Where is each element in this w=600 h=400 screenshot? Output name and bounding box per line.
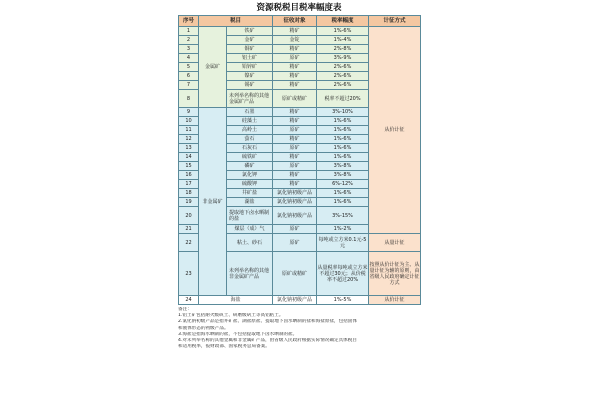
header-row [179,16,421,27]
header-no: 序号 [179,16,199,27]
row-number: 16 [179,171,199,180]
levy-object: 原矿 [273,162,317,171]
tax-item: 锡矿 [227,81,273,90]
levy-object: 精矿 [273,117,317,126]
tax-rate: 2%-6% [317,72,369,81]
levy-object: 原矿或精矿 [273,252,317,296]
tax-item: 未列举名称的其他金属矿产品 [227,90,273,108]
tax-rate: 1%-6% [317,144,369,153]
tax-item: 硫酸钾 [227,180,273,189]
tax-rate: 1%-2% [317,225,369,234]
levy-object: 精矿 [273,171,317,180]
row-number: 9 [179,108,199,117]
row-number: 21 [179,225,199,234]
levy-object: 精矿 [273,45,317,54]
tax-item: 海盐 [199,296,273,305]
tax-rate: 每吨或立方米0.1元-5元 [317,234,369,252]
levy-object: 氯化钠初级产品 [273,296,317,305]
levy-object: 精矿 [273,27,317,36]
tax-item: 铁矿 [227,27,273,36]
tax-item: 硫铁矿 [227,153,273,162]
row-number: 4 [179,54,199,63]
levy-object: 原矿 [273,234,317,252]
tax-item: 铜矿 [227,45,273,54]
levy-object: 原矿 [273,144,317,153]
note-line: 1.铝土矿包括耐火级矾土、研磨级矾土等高铝粘土。 [178,313,284,319]
row-number: 13 [179,144,199,153]
document-title: 资源税税目税率幅度表 [256,3,342,13]
category-metal: 金属矿 [199,27,227,108]
tax-rate: 2%-6% [317,63,369,72]
method-ad-valorem: 从价计征 [369,27,421,234]
row-number: 22 [179,234,199,252]
levy-object: 精矿 [273,180,317,189]
category-nonmetal: 非金属矿 [199,108,227,296]
note-line: 4.对未列举名称的其他金属和非金属矿产品，由省级人民政府根据实际情况确定具体税目 [178,338,357,344]
levy-object: 精矿 [273,63,317,72]
levy-object: 原矿 [273,54,317,63]
header-method: 计征方式 [369,16,421,27]
levy-object: 氯化钠初级产品 [273,198,317,207]
row-number: 6 [179,72,199,81]
tax-item: 粘土、砂石 [227,234,273,252]
notes-heading: 备注： [178,307,192,312]
table-row [179,27,421,36]
levy-object: 原矿 [273,225,317,234]
method-specific: 从量计征 [369,234,421,252]
tax-rate-table [178,15,421,305]
tax-item: 铝土矿 [227,54,273,63]
row-number: 12 [179,135,199,144]
levy-object: 精矿 [273,135,317,144]
tax-rate: 3%-15% [317,207,369,225]
row-number: 19 [179,198,199,207]
tax-rate: 1%-6% [317,189,369,198]
tax-item: 石墨 [227,108,273,117]
tax-item: 镍矿 [227,72,273,81]
method-ad-valorem-salt: 从价计征 [369,296,421,305]
tax-item: 石灰石 [227,144,273,153]
tax-rate: 1%-6% [317,153,369,162]
row-number: 11 [179,126,199,135]
levy-object: 精矿 [273,108,317,117]
tax-rate: 从量税率每吨或立方米不超过30元；从价税率不超过20% [317,252,369,296]
tax-rate: 3%-10% [317,108,369,117]
tax-rate: 3%-8% [317,171,369,180]
tax-item: 高岭土 [227,126,273,135]
levy-object: 氯化钠初级产品 [273,189,317,198]
header-item: 税目 [199,16,273,27]
tax-rate: 1%-6% [317,135,369,144]
tax-item: 萤石 [227,135,273,144]
tax-rate: 1%-6% [317,198,369,207]
tax-rate: 2%-8% [317,45,369,54]
tax-rate: 1%-6% [317,126,369,135]
tax-item: 金矿 [227,36,273,45]
header-rate: 税率幅度 [317,16,369,27]
row-number: 1 [179,27,199,36]
tax-rate-document [178,0,420,400]
header-object: 征收对象 [273,16,317,27]
tax-item: 提取地下卤水晒制的盐 [227,207,273,225]
levy-object: 氯化钠初级产品 [273,207,317,225]
row-number: 8 [179,90,199,108]
tax-rate: 1%-6% [317,117,369,126]
row-number: 24 [179,296,199,305]
row-number: 18 [179,189,199,198]
row-number: 10 [179,117,199,126]
levy-object: 原矿 [273,126,317,135]
tax-rate: 2%-6% [317,81,369,90]
row-number: 15 [179,162,199,171]
tax-item: 硅藻土 [227,117,273,126]
row-number: 23 [179,252,199,296]
levy-object: 精矿 [273,81,317,90]
tax-item: 湖盐 [227,198,273,207]
note-line: 和液体形态的初级产品。 [178,325,229,331]
tax-item: 氯化钾 [227,171,273,180]
tax-item: 煤层（成）气 [227,225,273,234]
levy-object: 精矿 [273,72,317,81]
tax-rate: 3%-9% [317,54,369,63]
row-number: 20 [179,207,199,225]
tax-rate: 3%-8% [317,162,369,171]
tax-rate: 税率不超过20% [317,90,369,108]
levy-object: 原矿或精矿 [273,90,317,108]
levy-object: 精矿 [273,153,317,162]
tax-item: 磷矿 [227,162,273,171]
tax-item: 井矿盐 [227,189,273,198]
tax-item: 未列举名称的其他非金属矿产品 [227,252,273,296]
notes-section [178,307,420,350]
tax-item: 铅锌矿 [227,63,273,72]
row-number: 17 [179,180,199,189]
method-combined: 按照从价计征为主、从量计征为辅的原则，由省级人民政府确定计征方式 [369,252,421,296]
row-number: 7 [179,81,199,90]
levy-object: 金锭 [273,36,317,45]
note-line: 和适用税率，报财政部、国家税务总局备案。 [178,344,270,350]
row-number: 5 [179,63,199,72]
row-number: 14 [179,153,199,162]
table-row [179,296,421,305]
tax-rate: 1%-5% [317,296,369,305]
row-number: 2 [179,36,199,45]
tax-rate: 6%-12% [317,180,369,189]
note-line: 3.海盐是指海水晒制的盐，不包括提取地下卤水晒制的盐。 [178,331,298,337]
tax-rate: 1%-4% [317,36,369,45]
note-line: 2.氯化钠初级产品是指井矿盐、湖盐原盐、提取地下卤水晒制的盐和海盐原盐，包括固体 [178,319,357,325]
row-number: 3 [179,45,199,54]
tax-rate: 1%-6% [317,27,369,36]
